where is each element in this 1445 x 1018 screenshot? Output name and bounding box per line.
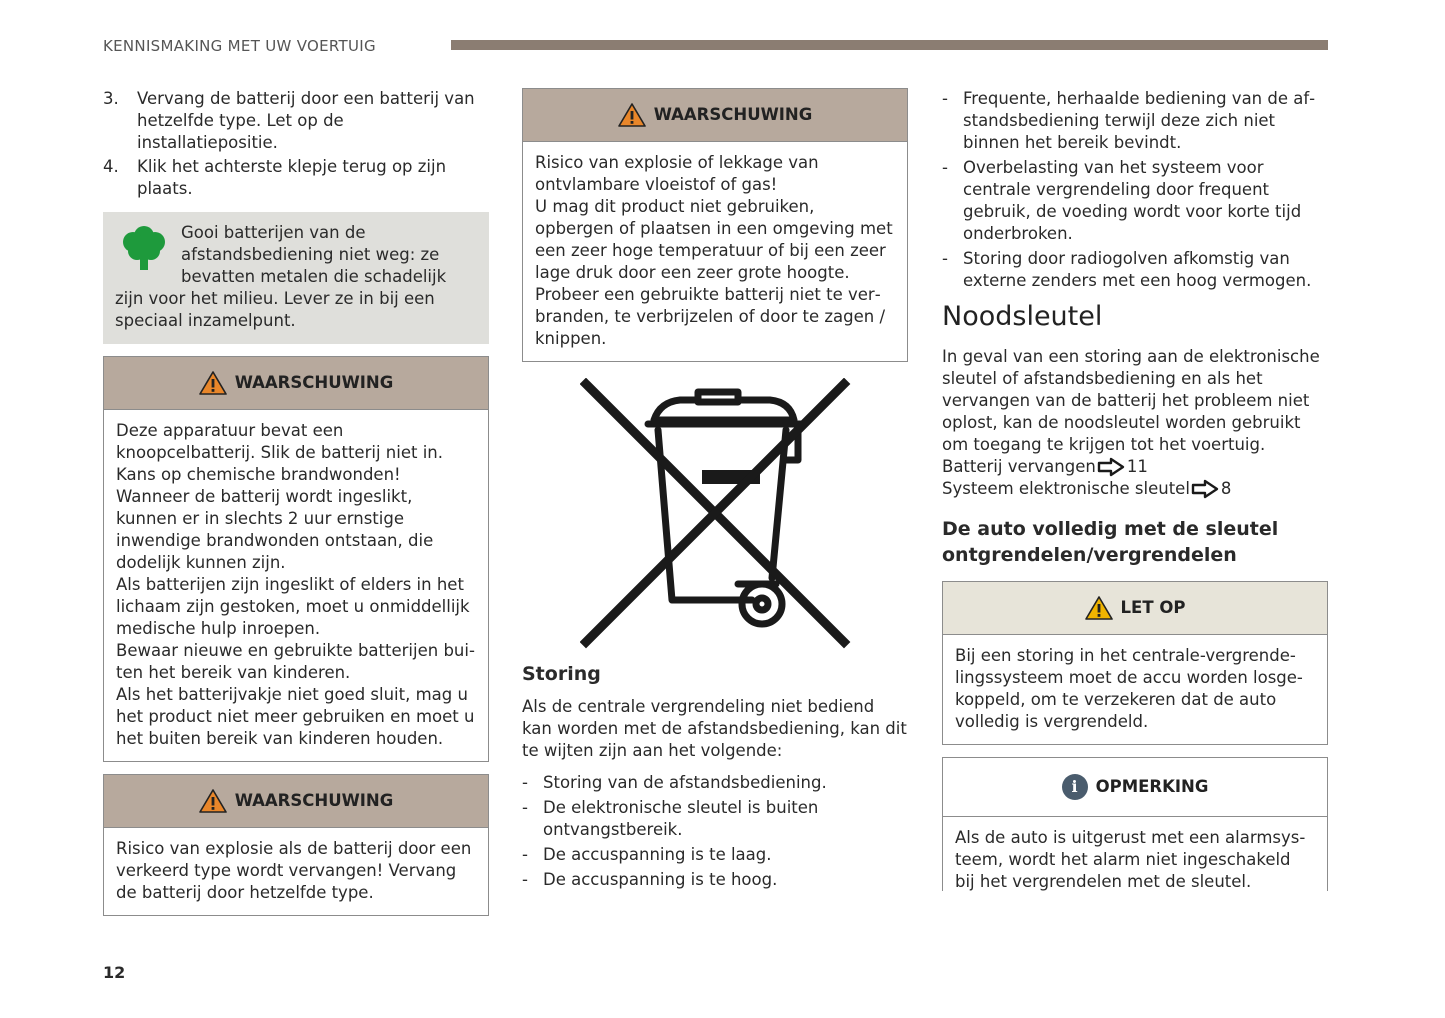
column-middle	[522, 88, 908, 894]
storing-intro: Als de centrale vergrendeling niet bediend kan worden met de afstandsbediening, kan dit te wijten zijn aan het volgende:	[522, 697, 907, 760]
xref-battery-replace[interactable]	[942, 456, 1328, 478]
step-number: 4.	[103, 157, 119, 176]
warning-triangle-icon	[199, 788, 227, 814]
note-title: OPMERKING	[1095, 777, 1209, 796]
step-text: Klik het achterste klepje terug op zijn plaats.	[137, 157, 447, 198]
xref-label: Systeem elektronische sleutel	[942, 479, 1190, 498]
list-item	[103, 88, 489, 154]
column-right	[942, 88, 1328, 903]
xref-page: 8	[1220, 479, 1232, 498]
list-item: - De accuspanning is te hoog.	[522, 869, 908, 891]
list-item: - Storing door radiogolven afkomstig van externe zenders met een hoog vermogen.	[942, 248, 1328, 292]
arrow-right-icon	[1097, 457, 1125, 477]
warning-box-button-cell	[103, 356, 489, 762]
list-item: - Frequente, herhaalde bediening van de afstandsbediening terwijl deze zich niet binnen het bereik bevindt.	[942, 88, 1328, 154]
arrow-right-icon	[1191, 479, 1219, 499]
step-text: Vervang de batterij door een batterij van hetzelfde type. Let op de installatiepositie.	[137, 89, 475, 152]
list-item: - De accuspanning is te laag.	[522, 844, 908, 866]
warning-box-explosion	[522, 88, 908, 362]
caution-box	[942, 581, 1328, 745]
environment-note	[103, 212, 489, 344]
caution-title: LET OP	[1120, 598, 1186, 617]
tree-icon	[119, 224, 169, 272]
note-body: Als de auto is uitgerust met een alarmsysteem, wordt het alarm niet ingeschakeld bij het vergrendelen met de sleutel.	[955, 828, 1306, 891]
header-bar	[451, 40, 1328, 50]
warning-body: Risico van explosie of lekkage van ontvlambare vloeistof of gas! U mag dit product niet gebruiken, opbergen of plaatsen in een omgeving met een zeer hoge temperatuur of bij een zeer lage druk door een zeer grote hoogte. Probeer een gebruikte batterij niet te verbranden, te verbrijzelen of door te zagen / knippen.	[535, 153, 893, 348]
crossed-out-wheelie-bin-icon	[580, 378, 852, 650]
note-header	[943, 758, 1327, 817]
environment-note-text: Gooi batterijen van de afstandsbediening niet weg: ze bevatten metalen die schadelijk zijn voor het milieu. Lever ze in bij een speciaal inzamelpunt.	[115, 223, 447, 330]
warning-body: Risico van explosie als de batterij door een verkeerd type wordt vervangen! Vervang de batterij door hetzelfde type.	[116, 839, 472, 902]
caution-body: Bij een storing in het centrale-vergrendelingssysteem moet de accu worden losgekoppeld, om te verzekeren dat de auto volledig is vergrendeld.	[955, 646, 1303, 731]
list-item: - De elektronische sleutel is buiten ontvangstbereik.	[522, 797, 908, 841]
warning-header	[104, 775, 488, 828]
page-header-title: KENNISMAKING MET UW VOERTUIG	[103, 37, 376, 55]
warning-header	[104, 357, 488, 410]
battery-steps-list	[103, 88, 489, 200]
list-item	[103, 156, 489, 200]
info-icon: i	[1062, 774, 1088, 800]
warning-title: WAARSCHUWING	[653, 105, 813, 124]
storing-heading: Storing	[522, 663, 601, 685]
storing-causes-continued-list	[942, 88, 1328, 292]
warning-header	[523, 89, 907, 142]
warning-title: WAARSCHUWING	[234, 791, 394, 810]
caution-header	[943, 582, 1327, 635]
warning-triangle-icon	[199, 370, 227, 396]
warning-title: WAARSCHUWING	[234, 373, 394, 392]
noodsleutel-heading: Noodsleutel	[942, 301, 1103, 332]
xref-page: 11	[1126, 457, 1148, 476]
page-number: 12	[103, 963, 126, 982]
warning-box-wrong-type	[103, 774, 489, 916]
warning-triangle-icon	[1085, 595, 1113, 621]
step-number: 3.	[103, 89, 119, 108]
column-left	[103, 88, 489, 928]
warning-triangle-icon	[618, 102, 646, 128]
storing-causes-list	[522, 772, 908, 891]
note-box	[942, 757, 1328, 891]
warning-body: Deze apparatuur bevat een knoopcelbatterij. Slik de batterij niet in. Kans op chemische brandwonden! Wanneer de batterij wordt ingeslikt, kunnen er in slechts 2 uur ernstige inwendige brandwonden ontstaan, die dodelijk kunnen zijn. Als batterijen zijn ingeslikt of elders in het lichaam zijn gestoken, moet u onmiddellijk medische hulp inroepen. Bewaar nieuwe en gebruikte batterijen buiten het bereik van kinderen. Als het batterijvakje niet goed sluit, mag u het product niet meer gebruiken en moet u het buiten bereik van kinderen houden.	[116, 421, 475, 748]
list-item: - Overbelasting van het systeem voor centrale vergrendeling door frequent gebruik, de voeding wordt voor korte tijd onderbroken.	[942, 157, 1328, 245]
noodsleutel-text: In geval van een storing aan de elektronische sleutel of afstandsbediening en als het vervangen van de batterij het probleem niet oplost, kan de noodsleutel worden gebruikt om toegang te krijgen tot het voertuig.	[942, 347, 1320, 454]
xref-label: Batterij vervangen	[942, 457, 1096, 476]
list-item: - Storing van de afstandsbediening.	[522, 772, 908, 794]
xref-electronic-key[interactable]	[942, 478, 1328, 500]
unlock-lock-subheading: De auto volledig met de sleutel ontgrendelen/vergrendelen	[942, 518, 1279, 566]
